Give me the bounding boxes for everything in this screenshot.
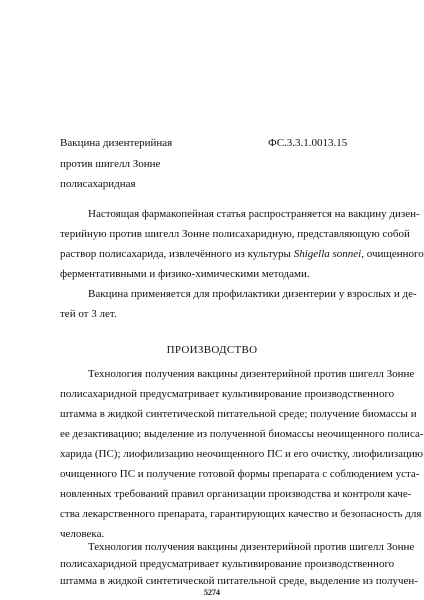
article-code: ФС.3.3.1.0013.15: [268, 137, 348, 149]
para1-line-8: ства лекарственного препарата, гарантирующих качество и безопасность для: [60, 508, 422, 520]
para2-line-3: штамма в жидкой синтетической питательной среде, выделение из получен-: [60, 575, 418, 587]
para2-line-2: полисахаридной предусматривает культивирование производственного: [60, 558, 395, 570]
para1-line-9: человека.: [60, 528, 105, 540]
usage-line-1: Вакцина применяется для профилактики дизентерии у взрослых и де-: [88, 288, 417, 300]
intro-line-3: [60, 248, 424, 261]
article-title-line-1: Вакцина дизентерийная: [60, 137, 173, 149]
para1-line-5: харида (ПС); лиофилизацию неочищенного ПС и его очистку, лиофилизацию: [60, 448, 423, 460]
page-number: 5274: [204, 588, 220, 597]
intro-line-3-tail: , очищенного: [361, 248, 424, 260]
intro-line-4: ферментативными и физико-химическими методами.: [60, 268, 310, 280]
para2-line-1: Технология получения вакцины дизентерийной против шигелл Зонне: [88, 541, 415, 553]
intro-line-3-start: раствор полисахарида, извлечённого из культуры: [60, 248, 291, 260]
para1-line-2: полисахаридной предусматривает культивирование производственного: [60, 388, 395, 400]
intro-line-2: терийную против шигелл Зонне полисахаридную, представляющую собой: [60, 228, 410, 240]
organism-name: Shigella sonnei: [293, 248, 362, 260]
usage-line-2: тей от 3 лет.: [60, 308, 117, 320]
para1-line-4: ее дезактивацию; выделение из полученной биомассы неочищенного полиса-: [60, 428, 424, 440]
para1-line-1: Технология получения вакцины дизентерийной против шигелл Зонне: [88, 368, 415, 380]
para1-line-7: новленных требований правил организации производства и контроля каче-: [60, 488, 412, 500]
para1-line-3: штамма в жидкой синтетической питательной среде; получение биомассы и: [60, 408, 417, 420]
article-title-line-2: против шигелл Зонне: [60, 158, 161, 170]
para1-line-6: очищенного ПС и получение готовой формы препарата с соблюдением уста-: [60, 468, 420, 480]
article-title-line-3: полисахаридная: [60, 178, 136, 190]
section-heading: ПРОИЗВОДСТВО: [166, 344, 258, 356]
intro-line-1: Настоящая фармакопейная статья распространяется на вакцину дизен-: [88, 208, 420, 220]
